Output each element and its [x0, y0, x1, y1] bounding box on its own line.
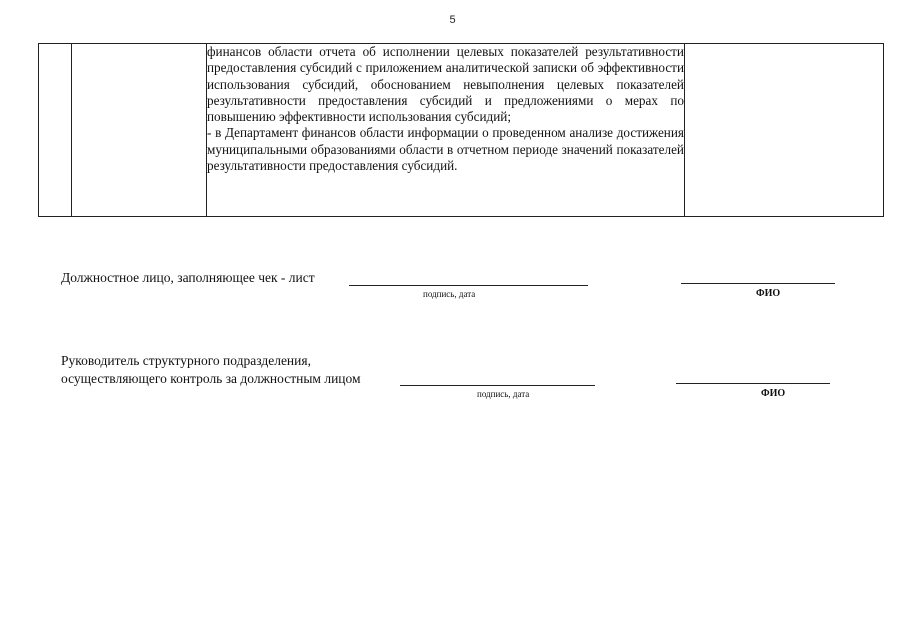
head-label-line2: осуществляющего контроль за должностным лицом	[61, 371, 361, 386]
head-signature-line	[400, 385, 595, 386]
official-fio-caption: ФИО	[756, 288, 781, 299]
head-fio-line	[676, 383, 830, 384]
head-signature-caption: подпись, дата	[477, 389, 530, 399]
table-row	[39, 44, 884, 217]
table-cell-item	[72, 44, 207, 217]
description-paragraph: - в Департамент финансов области информации о проведенном анализе достижения муниципальными образованиями области в отчетном периоде значений показателей результативности предоставления субсидий.	[207, 125, 684, 174]
table-cell-number	[39, 44, 72, 217]
official-signature-caption: подпись, дата	[423, 289, 476, 299]
description-paragraph: финансов области отчета об исполнении целевых показателей результативности предоставления субсидий с приложением аналитической записки об эффективности использования субсидий, обоснованием невыполнения целевых показателей результативности предоставления субсидий и предложениями о мерах по повышению эффективности использования субсидий;	[207, 44, 684, 125]
official-fio-line	[681, 283, 835, 284]
table-cell-note	[685, 44, 884, 217]
head-label-line1: Руководитель структурного подразделения,	[61, 353, 311, 368]
table-cell-description	[207, 44, 685, 217]
head-fio-caption: ФИО	[761, 388, 786, 399]
content-table	[38, 43, 884, 217]
page-number: 5	[449, 14, 456, 26]
official-signature-line	[349, 285, 588, 286]
official-label: Должностное лицо, заполняющее чек - лист	[61, 270, 315, 285]
